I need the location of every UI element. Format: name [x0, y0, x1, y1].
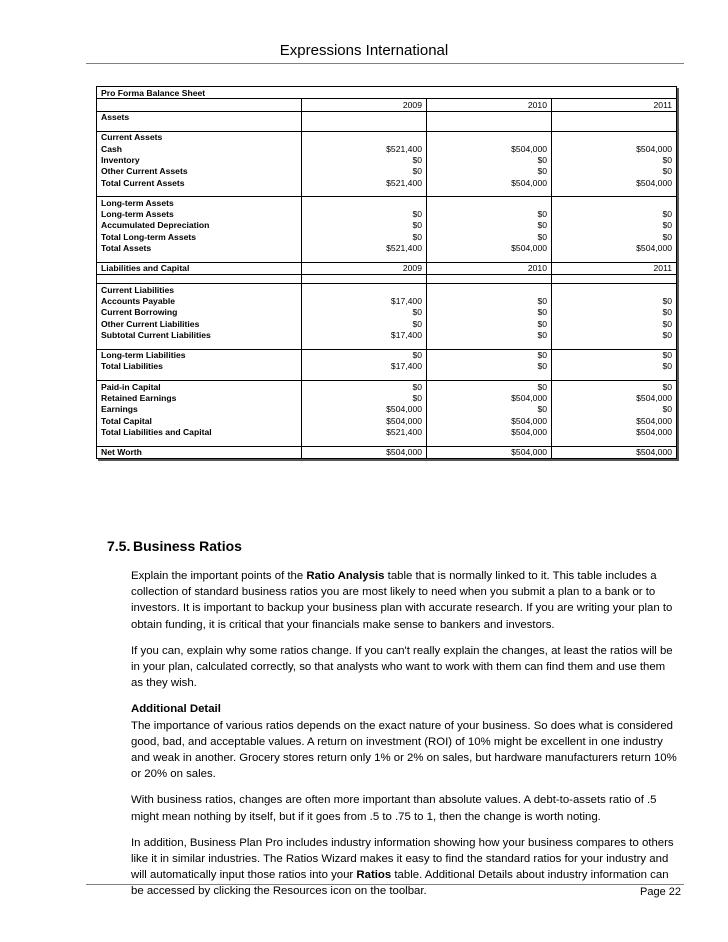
value-cell: $504,000 [552, 426, 677, 437]
value-cell: $17,400 [302, 361, 427, 372]
value-cell: $504,000 [427, 446, 552, 458]
page-number: Page 22 [640, 886, 681, 898]
table-row [97, 404, 677, 415]
row-label: Retained Earnings [101, 393, 177, 404]
year-header: 2011 [552, 99, 677, 111]
empty-cell [552, 275, 677, 284]
row-label: Total Capital [101, 415, 152, 426]
year-row [97, 99, 677, 111]
spacer-row [97, 275, 677, 284]
empty-cell [302, 197, 427, 209]
table-row [97, 329, 677, 340]
row-label: Total Current Assets [101, 177, 185, 188]
row-label: Subtotal Current Liabilities [101, 329, 211, 340]
empty-cell [552, 188, 677, 197]
empty-cell [302, 341, 427, 350]
empty-cell [302, 372, 427, 381]
empty-cell [97, 438, 302, 447]
empty-cell [552, 254, 677, 263]
table-row [97, 426, 677, 437]
spacer-row [97, 438, 677, 447]
year-header: 2009 [302, 262, 427, 274]
section-body [131, 568, 679, 910]
value-cell: $504,000 [552, 177, 677, 188]
row-label: Current Liabilities [97, 284, 302, 296]
empty-cell [427, 438, 552, 447]
row-label: Current Assets [97, 131, 302, 143]
row-label: Total Assets [101, 243, 152, 254]
value-cell: $0 [427, 231, 552, 242]
section-heading [107, 538, 242, 554]
row-label: Paid-in Capital [97, 381, 302, 393]
table-row [97, 154, 677, 165]
empty-cell [97, 123, 302, 132]
spacer-row [97, 188, 677, 197]
row-label: Long-term Assets [101, 209, 174, 220]
empty-cell [97, 254, 302, 263]
value-cell: $0 [552, 231, 677, 242]
empty-cell [302, 188, 427, 197]
table-title: Pro Forma Balance Sheet [101, 87, 206, 98]
value-cell: $504,000 [427, 415, 552, 426]
value-cell: $0 [427, 329, 552, 340]
value-cell: $0 [552, 220, 677, 231]
table-row [97, 393, 677, 404]
row-label: Total Liabilities and Capital [101, 426, 212, 437]
empty-cell [427, 341, 552, 350]
table-row [97, 307, 677, 318]
value-cell: $504,000 [427, 143, 552, 154]
value-cell: $504,000 [427, 177, 552, 188]
empty-cell [427, 188, 552, 197]
current-liabilities-heading-row [97, 284, 677, 296]
value-cell: $0 [427, 361, 552, 372]
value-cell: $504,000 [302, 415, 427, 426]
row-label: Current Borrowing [101, 307, 178, 318]
empty-cell [302, 123, 427, 132]
empty-cell [552, 131, 677, 143]
value-cell: $504,000 [302, 404, 427, 415]
row-label: Other Current Assets [101, 166, 188, 177]
section-title: Business Ratios [133, 538, 242, 554]
row-label: Accumulated Depreciation [101, 220, 210, 231]
spacer-row [97, 341, 677, 350]
year-header: 2010 [427, 262, 552, 274]
empty-cell [552, 284, 677, 296]
row-label: Total Liabilities [101, 361, 163, 372]
empty-cell [97, 372, 302, 381]
empty-cell [97, 188, 302, 197]
balance-sheet [96, 86, 678, 459]
table-row [97, 209, 677, 220]
value-cell: $0 [427, 307, 552, 318]
value-cell: $0 [427, 295, 552, 306]
row-label: Cash [101, 143, 123, 154]
value-cell: $0 [552, 307, 677, 318]
row-label: Total Long-term Assets [101, 231, 197, 242]
document-header-title: Expressions International [279, 42, 449, 59]
empty-cell [552, 197, 677, 209]
value-cell: $521,400 [302, 177, 427, 188]
year-header: 2009 [302, 99, 427, 111]
value-cell: $0 [427, 349, 552, 361]
value-cell: $0 [427, 220, 552, 231]
value-cell: $504,000 [302, 446, 427, 458]
empty-cell [302, 111, 427, 123]
empty-cell [302, 284, 427, 296]
empty-cell [97, 99, 302, 111]
empty-cell [302, 438, 427, 447]
table-row [97, 318, 677, 329]
paragraph-changes-vs-absolute: With business ratios, changes are often more important than absolute values. A debt-to-assets ratio of .5 might mean nothing by itself, but if it goes from .5 to .75 to 1, then the change is worth noting. [131, 794, 657, 823]
value-cell: $0 [552, 404, 677, 415]
empty-cell [427, 275, 552, 284]
row-label: Other Current Liabilities [101, 318, 200, 329]
value-cell: $0 [427, 381, 552, 393]
value-cell: $0 [302, 220, 427, 231]
empty-cell [97, 341, 302, 350]
value-cell: $17,400 [302, 329, 427, 340]
subheading-additional-detail: Additional Detail [131, 703, 221, 716]
spacer-row [97, 254, 677, 263]
empty-cell [302, 254, 427, 263]
value-cell: $0 [302, 349, 427, 361]
empty-cell [552, 341, 677, 350]
value-cell: $0 [552, 381, 677, 393]
spacer-row [97, 123, 677, 132]
value-cell: $0 [427, 154, 552, 165]
liabilities-heading-row [97, 262, 677, 274]
row-label: Inventory [101, 154, 140, 165]
paragraph-industry-info: In addition, Business Plan Pro includes industry information showing how your business compares to others like it in similar industries. The Ratios Wizard makes it easy to find the standard ratios for your industry and will automatically input those ratios into your Ratios table. Additional Details about industry information can be accessed by clicking the Resources icon on the toolbar. [131, 836, 674, 898]
value-cell: $504,000 [427, 243, 552, 254]
header-rule [86, 63, 684, 64]
row-label: Assets [97, 111, 302, 123]
value-cell: $0 [427, 166, 552, 177]
empty-cell [427, 123, 552, 132]
empty-cell [427, 372, 552, 381]
empty-cell [427, 284, 552, 296]
value-cell: $0 [302, 307, 427, 318]
section-number: 7.5. [107, 538, 131, 554]
value-cell: $0 [552, 154, 677, 165]
year-header: 2010 [427, 99, 552, 111]
value-cell: $0 [302, 154, 427, 165]
table-row [97, 220, 677, 231]
row-label: Earnings [101, 404, 138, 415]
table-row [97, 177, 677, 188]
value-cell: $504,000 [552, 143, 677, 154]
year-header: 2011 [552, 262, 677, 274]
empty-cell [302, 275, 427, 284]
footer-rule [86, 884, 684, 885]
value-cell: $0 [427, 209, 552, 220]
row-label: Accounts Payable [101, 295, 176, 306]
value-cell: $0 [302, 231, 427, 242]
value-cell: $521,400 [302, 426, 427, 437]
value-cell: $504,000 [427, 426, 552, 437]
table-row [97, 231, 677, 242]
value-cell: $0 [552, 329, 677, 340]
value-cell: $0 [552, 361, 677, 372]
value-cell: $0 [427, 404, 552, 415]
empty-cell [552, 123, 677, 132]
spacer-row [97, 372, 677, 381]
paragraph-ratio-analysis: Explain the important points of the Ratio Analysis table that is normally linked to it. This table includes a collection of standard business ratios you are most likely to need when you submit a plan to a bank or to investors. It is important to backup your business plan with accurate research. If you are writing your plan to obtain funding, it is critical that your financials make sense to bankers and investors. [131, 570, 673, 631]
table-row [97, 381, 677, 393]
value-cell: $0 [302, 209, 427, 220]
table-row [97, 143, 677, 154]
value-cell: $0 [552, 318, 677, 329]
value-cell: $521,400 [302, 143, 427, 154]
row-label: Long-term Liabilities [97, 349, 302, 361]
row-label: Long-term Assets [97, 197, 302, 209]
row-label: Liabilities and Capital [97, 262, 302, 274]
empty-cell [427, 111, 552, 123]
paragraph-ratio-changes: If you can, explain why some ratios change. If you can't really explain the changes, at least the ratios will be in your plan, calculated correctly, so that analysts who want to work with them can find them and use them as they wish. [131, 644, 673, 690]
value-cell: $0 [552, 295, 677, 306]
empty-cell [427, 254, 552, 263]
empty-cell [427, 131, 552, 143]
empty-cell [552, 111, 677, 123]
row-label: Net Worth [97, 446, 302, 458]
current-assets-heading-row [97, 131, 677, 143]
table-row [97, 166, 677, 177]
empty-cell [552, 438, 677, 447]
table-row [97, 361, 677, 372]
value-cell: $0 [552, 209, 677, 220]
empty-cell [427, 197, 552, 209]
paragraph-additional-detail: Additional Detail The importance of various ratios depends on the exact nature of your business. So does what is considered good, bad, and acceptable values. A return on investment (ROI) of 10% might be excellent in one industry and weak in another. Grocery stores return only 1% or 2% on sales, but hardware manufacturers return 10% or 20% on sales. [131, 703, 677, 781]
value-cell: $521,400 [302, 243, 427, 254]
value-cell: $0 [302, 318, 427, 329]
table-row [97, 295, 677, 306]
table-row [97, 349, 677, 361]
value-cell: $17,400 [302, 295, 427, 306]
value-cell: $504,000 [552, 446, 677, 458]
value-cell: $0 [552, 349, 677, 361]
empty-cell [552, 372, 677, 381]
value-cell: $0 [427, 318, 552, 329]
table-row [97, 415, 677, 426]
assets-heading-row [97, 111, 677, 123]
title-row [97, 87, 677, 99]
value-cell: $504,000 [552, 393, 677, 404]
value-cell: $0 [302, 393, 427, 404]
empty-cell [97, 275, 302, 284]
value-cell: $0 [302, 166, 427, 177]
value-cell: $504,000 [552, 243, 677, 254]
net-worth-row [97, 446, 677, 458]
value-cell: $504,000 [427, 393, 552, 404]
value-cell: $504,000 [552, 415, 677, 426]
balance-sheet-table [96, 86, 677, 459]
long-term-assets-heading-row [97, 197, 677, 209]
value-cell: $0 [302, 381, 427, 393]
table-row [97, 243, 677, 254]
empty-cell [302, 131, 427, 143]
value-cell: $0 [552, 166, 677, 177]
